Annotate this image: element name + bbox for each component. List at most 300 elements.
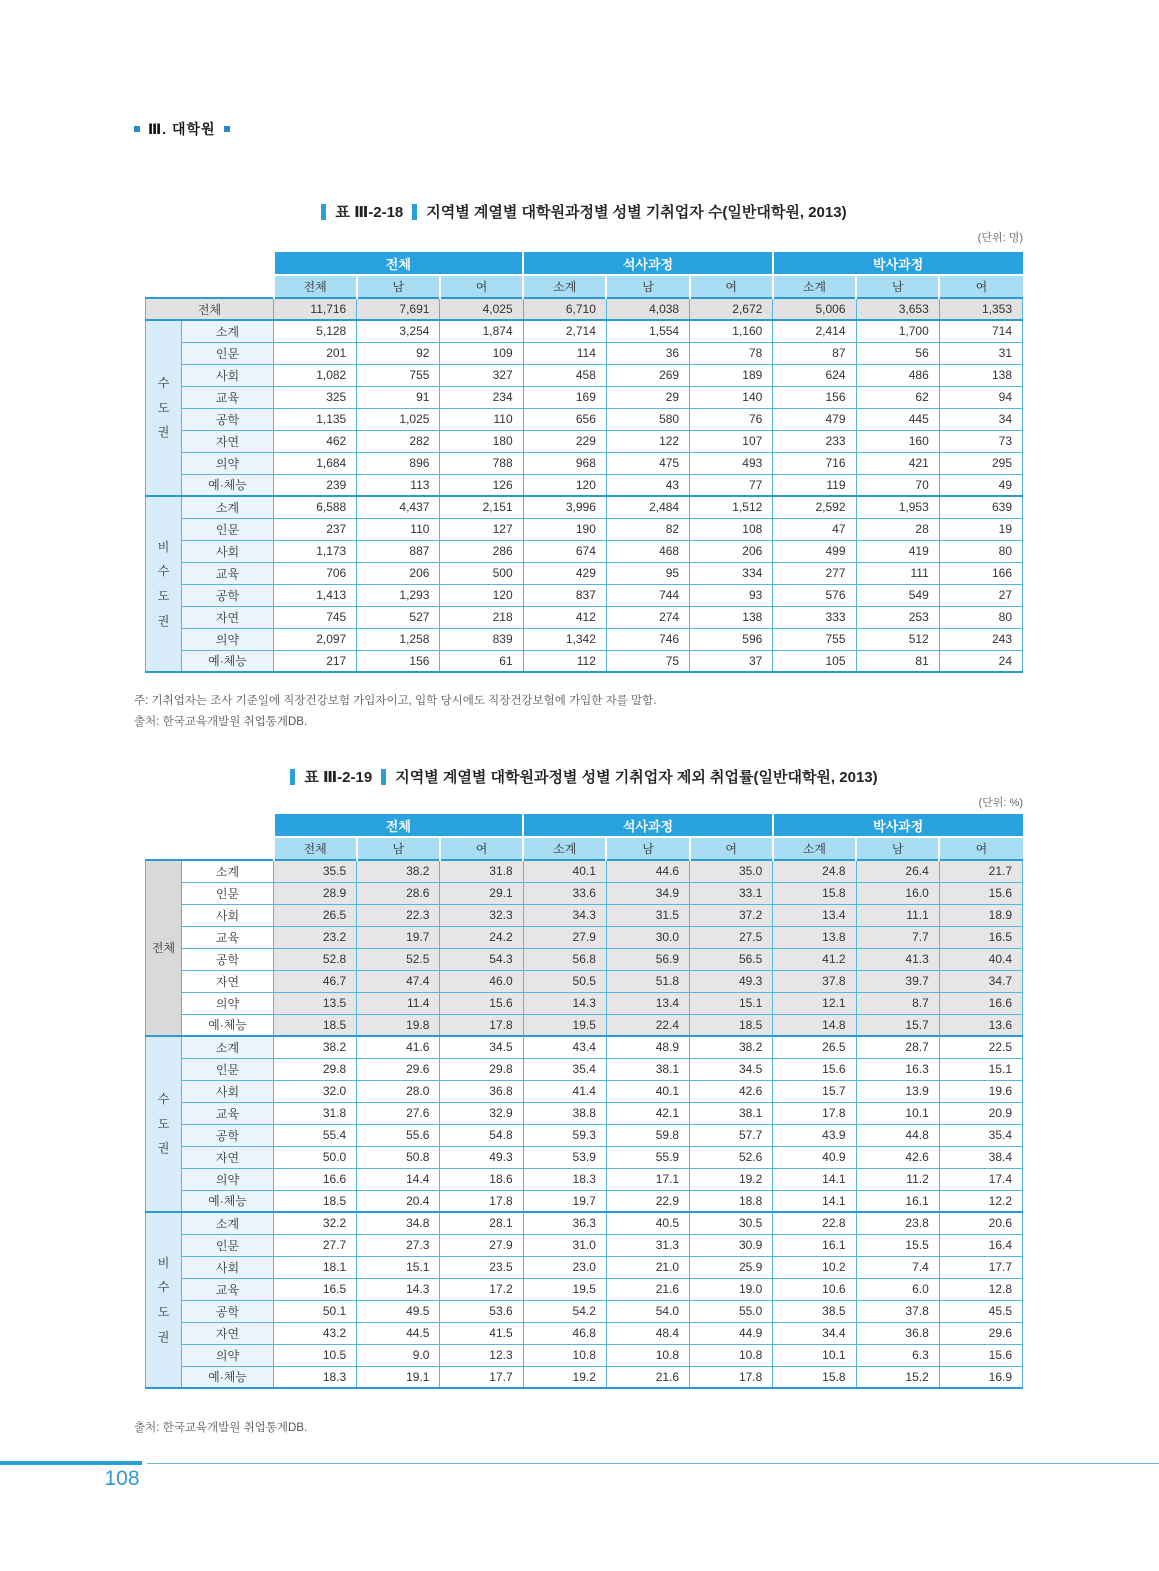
column-header: 남	[856, 275, 939, 298]
cell: 10.1	[773, 1344, 856, 1366]
table-row	[146, 540, 1023, 562]
row-label: 사회	[182, 1080, 274, 1102]
cell: 109	[440, 342, 523, 364]
cell: 419	[856, 540, 939, 562]
cell: 580	[606, 408, 689, 430]
page-number: 108	[104, 1467, 140, 1490]
cell: 15.8	[773, 1366, 856, 1388]
cell: 10.8	[523, 1344, 606, 1366]
cell: 3,254	[357, 320, 440, 342]
cell: 95	[606, 562, 689, 584]
row-label: 공학	[182, 584, 274, 606]
cell: 41.4	[523, 1080, 606, 1102]
cell: 1,160	[690, 320, 773, 342]
table-row	[146, 1344, 1023, 1366]
cell: 35.0	[690, 860, 773, 882]
cell: 44.9	[690, 1322, 773, 1344]
cell: 11,716	[274, 298, 357, 320]
column-group-header: 박사과정	[773, 814, 1023, 837]
cell: 237	[274, 518, 357, 540]
table-employed-count	[145, 252, 1023, 673]
cell: 27.3	[357, 1234, 440, 1256]
cell: 12.1	[773, 992, 856, 1014]
cell: 38.5	[773, 1300, 856, 1322]
note-line: 주: 기취업자는 조사 기준일에 직장건강보험 가입자이고, 입학 당시에도 직장건강보험에 가입한 자를 말함.	[134, 695, 657, 707]
column-group-header: 박사과정	[773, 252, 1023, 275]
row-label: 소계	[182, 1036, 274, 1058]
column-header: 남	[856, 837, 939, 860]
table-row	[146, 948, 1023, 970]
cell: 34.5	[690, 1058, 773, 1080]
cell: 30.9	[690, 1234, 773, 1256]
cell: 27.6	[357, 1102, 440, 1124]
cell: 412	[523, 606, 606, 628]
cell: 35.4	[523, 1058, 606, 1080]
cell: 282	[357, 430, 440, 452]
table-row	[146, 320, 1023, 342]
table-row	[146, 1322, 1023, 1344]
cell: 16.6	[939, 992, 1022, 1014]
cell: 45.5	[939, 1300, 1022, 1322]
table1-unit-label: (단위: 명)	[977, 232, 1023, 244]
table-row	[146, 342, 1023, 364]
cell: 527	[357, 606, 440, 628]
cell: 29.1	[440, 882, 523, 904]
cell: 50.0	[274, 1146, 357, 1168]
cell: 12.3	[440, 1344, 523, 1366]
row-label: 의약	[182, 452, 274, 474]
cell: 4,038	[606, 298, 689, 320]
cell: 3,996	[523, 496, 606, 518]
cell: 1,353	[939, 298, 1022, 320]
cell: 19.8	[357, 1014, 440, 1036]
table2-caption-title: 지역별 계열별 대학원과정별 성별 기취업자 제외 취업률(일반대학원, 2013)	[395, 769, 878, 786]
cell: 19.7	[357, 926, 440, 948]
cell: 31.0	[523, 1234, 606, 1256]
row-label: 의약	[182, 992, 274, 1014]
row-label: 예·체능	[182, 474, 274, 496]
cell: 233	[773, 430, 856, 452]
cell: 32.0	[274, 1080, 357, 1102]
cell: 17.7	[440, 1366, 523, 1388]
cell: 1,413	[274, 584, 357, 606]
cell: 52.8	[274, 948, 357, 970]
row-label: 교육	[182, 926, 274, 948]
cell: 17.4	[939, 1168, 1022, 1190]
cell: 47	[773, 518, 856, 540]
table-row	[146, 496, 1023, 518]
cell: 1,258	[357, 628, 440, 650]
column-header: 소계	[523, 837, 606, 860]
cell: 218	[440, 606, 523, 628]
column-header: 여	[440, 275, 523, 298]
cell: 9.0	[357, 1344, 440, 1366]
cell: 286	[440, 540, 523, 562]
cell: 269	[606, 364, 689, 386]
cell: 5,128	[274, 320, 357, 342]
cell: 36.3	[523, 1212, 606, 1234]
cell: 108	[690, 518, 773, 540]
cell: 56.5	[690, 948, 773, 970]
cell: 2,484	[606, 496, 689, 518]
cell: 20.4	[357, 1190, 440, 1212]
cell: 38.1	[690, 1102, 773, 1124]
row-label: 교육	[182, 386, 274, 408]
cell: 160	[856, 430, 939, 452]
cell: 15.8	[773, 882, 856, 904]
cell: 206	[357, 562, 440, 584]
cell: 295	[939, 452, 1022, 474]
cell: 18.3	[274, 1366, 357, 1388]
cell: 38.1	[606, 1058, 689, 1080]
cell: 40.4	[939, 948, 1022, 970]
cell: 2,592	[773, 496, 856, 518]
section-header-text: Ⅲ. 대학원	[148, 121, 216, 137]
cell: 156	[773, 386, 856, 408]
cell: 31.5	[606, 904, 689, 926]
cell: 46.8	[523, 1322, 606, 1344]
cell: 5,006	[773, 298, 856, 320]
cell: 14.3	[523, 992, 606, 1014]
row-label: 인문	[182, 1058, 274, 1080]
cell: 31.8	[440, 860, 523, 882]
cell: 61	[440, 650, 523, 672]
cell: 54.3	[440, 948, 523, 970]
row-label: 인문	[182, 882, 274, 904]
cell: 31	[939, 342, 1022, 364]
cell: 429	[523, 562, 606, 584]
cell: 32.3	[440, 904, 523, 926]
source-line: 출처: 한국교육개발원 취업통계DB.	[134, 1422, 308, 1434]
header-row-sub	[146, 837, 1023, 860]
row-label: 전체	[146, 298, 274, 320]
cell: 105	[773, 650, 856, 672]
cell: 23.2	[274, 926, 357, 948]
table-row	[146, 1124, 1023, 1146]
cell: 40.5	[606, 1212, 689, 1234]
section-header	[134, 119, 230, 139]
cell: 107	[690, 430, 773, 452]
cell: 40.1	[523, 860, 606, 882]
cell: 23.8	[856, 1212, 939, 1234]
cell: 138	[939, 364, 1022, 386]
cell: 54.0	[606, 1300, 689, 1322]
cell: 77	[690, 474, 773, 496]
cell: 23.5	[440, 1256, 523, 1278]
cell: 21.7	[939, 860, 1022, 882]
cell: 55.6	[357, 1124, 440, 1146]
cell: 48.4	[606, 1322, 689, 1344]
cell: 28.7	[856, 1036, 939, 1058]
cell: 2,672	[690, 298, 773, 320]
cell: 13.5	[274, 992, 357, 1014]
table-row	[146, 606, 1023, 628]
cell: 16.1	[856, 1190, 939, 1212]
cell: 596	[690, 628, 773, 650]
cell: 656	[523, 408, 606, 430]
cell: 13.6	[939, 1014, 1022, 1036]
table-row	[146, 1036, 1023, 1058]
cell: 113	[357, 474, 440, 496]
source-line: 출처: 한국교육개발원 취업통계DB.	[134, 716, 308, 728]
cell: 716	[773, 452, 856, 474]
cell: 50.1	[274, 1300, 357, 1322]
cell: 19.2	[523, 1366, 606, 1388]
cell: 21.0	[606, 1256, 689, 1278]
bullet-square-icon	[134, 126, 140, 132]
cell: 16.5	[939, 926, 1022, 948]
cell: 44.8	[856, 1124, 939, 1146]
cell: 1,025	[357, 408, 440, 430]
cell: 1,342	[523, 628, 606, 650]
table-row	[146, 926, 1023, 948]
table-row	[146, 474, 1023, 496]
cell: 2,414	[773, 320, 856, 342]
cell: 31.3	[606, 1234, 689, 1256]
cell: 11.2	[856, 1168, 939, 1190]
cell: 82	[606, 518, 689, 540]
cell: 38.8	[523, 1102, 606, 1124]
row-label: 사회	[182, 904, 274, 926]
cell: 30.5	[690, 1212, 773, 1234]
cell: 57.7	[690, 1124, 773, 1146]
cell: 500	[440, 562, 523, 584]
cell: 38.4	[939, 1146, 1022, 1168]
cell: 44.6	[606, 860, 689, 882]
cell: 78	[690, 342, 773, 364]
cell: 10.5	[274, 1344, 357, 1366]
cell: 10.8	[606, 1344, 689, 1366]
cell: 10.6	[773, 1278, 856, 1300]
cell: 37.8	[773, 970, 856, 992]
cell: 37.8	[856, 1300, 939, 1322]
cell: 94	[939, 386, 1022, 408]
caption-bar-icon	[381, 769, 386, 785]
cell: 46.7	[274, 970, 357, 992]
table-corner	[146, 814, 274, 860]
cell: 7,691	[357, 298, 440, 320]
cell: 42.1	[606, 1102, 689, 1124]
cell: 27.9	[440, 1234, 523, 1256]
cell: 29.8	[440, 1058, 523, 1080]
cell: 2,151	[440, 496, 523, 518]
cell: 120	[523, 474, 606, 496]
cell: 15.6	[939, 1344, 1022, 1366]
cell: 2,097	[274, 628, 357, 650]
cell: 14.1	[773, 1190, 856, 1212]
cell: 27	[939, 584, 1022, 606]
row-label: 공학	[182, 1124, 274, 1146]
cell: 243	[939, 628, 1022, 650]
cell: 4,025	[440, 298, 523, 320]
cell: 839	[440, 628, 523, 650]
table-row	[146, 904, 1023, 926]
cell: 229	[523, 430, 606, 452]
row-label: 소계	[182, 320, 274, 342]
cell: 217	[274, 650, 357, 672]
row-label: 의약	[182, 1344, 274, 1366]
cell: 52.6	[690, 1146, 773, 1168]
cell: 30.0	[606, 926, 689, 948]
row-label: 소계	[182, 860, 274, 882]
cell: 479	[773, 408, 856, 430]
cell: 119	[773, 474, 856, 496]
row-label: 사회	[182, 540, 274, 562]
cell: 745	[274, 606, 357, 628]
cell: 3,653	[856, 298, 939, 320]
cell: 13.8	[773, 926, 856, 948]
cell: 19.1	[357, 1366, 440, 1388]
table2-unit-label: (단위: %)	[978, 797, 1023, 809]
table-row	[146, 992, 1023, 1014]
row-label: 의약	[182, 1168, 274, 1190]
cell: 15.5	[856, 1234, 939, 1256]
cell: 327	[440, 364, 523, 386]
cell: 44.5	[357, 1322, 440, 1344]
cell: 468	[606, 540, 689, 562]
cell: 15.2	[856, 1366, 939, 1388]
cell: 37.2	[690, 904, 773, 926]
cell: 26.4	[856, 860, 939, 882]
cell: 16.6	[274, 1168, 357, 1190]
column-group-header: 전체	[274, 252, 524, 275]
cell: 18.6	[440, 1168, 523, 1190]
cell: 206	[690, 540, 773, 562]
column-header: 소계	[773, 275, 856, 298]
cell: 16.9	[939, 1366, 1022, 1388]
cell: 140	[690, 386, 773, 408]
table-row	[146, 408, 1023, 430]
cell: 19.0	[690, 1278, 773, 1300]
table-row	[146, 364, 1023, 386]
cell: 837	[523, 584, 606, 606]
row-label: 의약	[182, 628, 274, 650]
table-employment-rate	[145, 814, 1023, 1389]
cell: 253	[856, 606, 939, 628]
table-corner	[146, 252, 274, 298]
row-label: 예·체능	[182, 650, 274, 672]
table-row	[146, 860, 1023, 882]
cell: 120	[440, 584, 523, 606]
cell: 122	[606, 430, 689, 452]
cell: 46.0	[440, 970, 523, 992]
row-label: 교육	[182, 1102, 274, 1124]
cell: 462	[274, 430, 357, 452]
cell: 19.7	[523, 1190, 606, 1212]
cell: 50.8	[357, 1146, 440, 1168]
cell: 48.9	[606, 1036, 689, 1058]
row-label: 예·체능	[182, 1366, 274, 1388]
cell: 40.9	[773, 1146, 856, 1168]
table2-caption-label: 표 Ⅲ-2-19	[304, 769, 373, 786]
cell: 41.2	[773, 948, 856, 970]
cell: 38.2	[357, 860, 440, 882]
cell: 486	[856, 364, 939, 386]
cell: 114	[523, 342, 606, 364]
cell: 21.6	[606, 1366, 689, 1388]
cell: 180	[440, 430, 523, 452]
cell: 25.9	[690, 1256, 773, 1278]
header-row-sub	[146, 275, 1023, 298]
cell: 15.1	[690, 992, 773, 1014]
cell: 49.5	[357, 1300, 440, 1322]
cell: 20.6	[939, 1212, 1022, 1234]
cell: 75	[606, 650, 689, 672]
table-row	[146, 1366, 1023, 1388]
cell: 18.1	[274, 1256, 357, 1278]
table-row	[146, 452, 1023, 474]
cell: 76	[690, 408, 773, 430]
cell: 26.5	[274, 904, 357, 926]
cell: 18.5	[690, 1014, 773, 1036]
cell: 6,588	[274, 496, 357, 518]
header-row-groups	[146, 252, 1023, 275]
cell: 12.2	[939, 1190, 1022, 1212]
cell: 19.2	[690, 1168, 773, 1190]
cell: 239	[274, 474, 357, 496]
row-label: 예·체능	[182, 1014, 274, 1036]
group-label: 수 도 권	[146, 320, 182, 496]
row-label: 인문	[182, 1234, 274, 1256]
table-row	[146, 882, 1023, 904]
cell: 445	[856, 408, 939, 430]
cell: 17.8	[690, 1366, 773, 1388]
cell: 43.9	[773, 1124, 856, 1146]
cell: 22.9	[606, 1190, 689, 1212]
table1-caption	[145, 201, 1023, 222]
cell: 755	[773, 628, 856, 650]
cell: 1,874	[440, 320, 523, 342]
cell: 16.1	[773, 1234, 856, 1256]
cell: 6.0	[856, 1278, 939, 1300]
cell: 28	[856, 518, 939, 540]
cell: 34.8	[357, 1212, 440, 1234]
column-header: 전체	[274, 275, 357, 298]
table2-notes	[134, 1418, 307, 1439]
cell: 32.2	[274, 1212, 357, 1234]
cell: 32.9	[440, 1102, 523, 1124]
caption-bar-icon	[290, 769, 295, 785]
cell: 54.8	[440, 1124, 523, 1146]
cell: 37	[690, 650, 773, 672]
table-row	[146, 1102, 1023, 1124]
cell: 755	[357, 364, 440, 386]
cell: 43.4	[523, 1036, 606, 1058]
row-label: 자연	[182, 1322, 274, 1344]
cell: 190	[523, 518, 606, 540]
cell: 896	[357, 452, 440, 474]
cell: 41.5	[440, 1322, 523, 1344]
cell: 36	[606, 342, 689, 364]
cell: 746	[606, 628, 689, 650]
cell: 744	[606, 584, 689, 606]
cell: 19.6	[939, 1080, 1022, 1102]
cell: 92	[357, 342, 440, 364]
cell: 54.2	[523, 1300, 606, 1322]
cell: 13.4	[773, 904, 856, 926]
row-label: 교육	[182, 562, 274, 584]
column-group-header: 전체	[274, 814, 524, 837]
cell: 1,953	[856, 496, 939, 518]
cell: 35.5	[274, 860, 357, 882]
cell: 6.3	[856, 1344, 939, 1366]
cell: 70	[856, 474, 939, 496]
table-row	[146, 1190, 1023, 1212]
cell: 499	[773, 540, 856, 562]
column-group-header: 석사과정	[523, 252, 773, 275]
cell: 35.4	[939, 1124, 1022, 1146]
row-label: 인문	[182, 342, 274, 364]
